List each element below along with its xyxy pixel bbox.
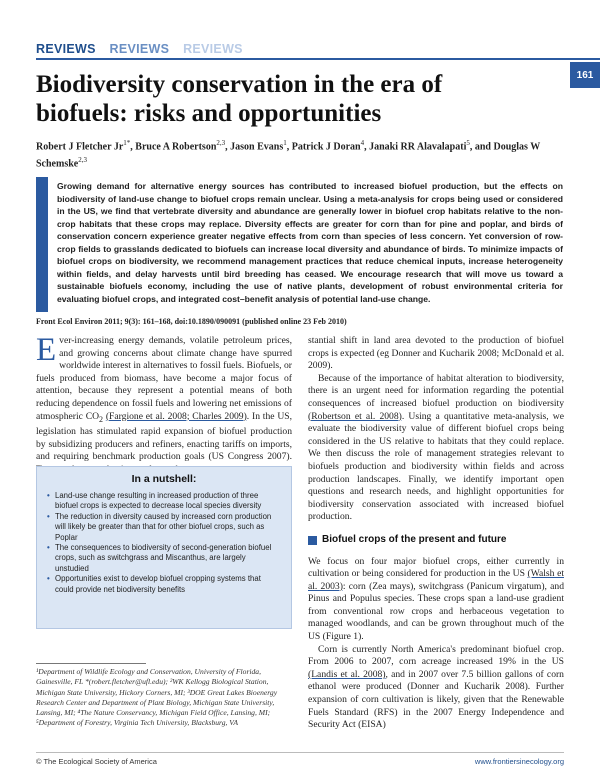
- author-affiliation: 1*: [123, 139, 131, 147]
- paragraph: stantial shift in land area devoted to the production of biofuel crops is expected (eg Donner and Kucharik 2008; McDonald et al. 2009).: [308, 335, 564, 372]
- author-name: , Jason Evans: [225, 141, 284, 153]
- author-affiliation: 2,3: [78, 155, 87, 164]
- body-column-left: [36, 332, 292, 476]
- paragraph-text: ver-increasing energy demands, volatile petroleum prices, and growing concerns about climate change have spurred worldwide interest in alternatives to fossil fuels. Biofuels, or fuels produced from biomass, have become a major focus of attention, because they represent a potential means of both reducing dependence on fossil fuels and lowering net emissions of atmospheric CO: [36, 335, 292, 422]
- section-label-secondary: REVIEWS: [109, 42, 170, 56]
- paragraph-text: Because of the importance of habitat alteration to biodiversity, there is an urgent need for information regarding the potential consequences of increased biofuel production on biodiversity: [308, 372, 564, 409]
- list-item: • The reduction in diversity caused by increased corn production will likely be greater than that for other biofuel crops, such as Poplar: [47, 512, 281, 543]
- paragraph-text: . In the US, legislation has stimulated rapid expansion of biofuel production by subsidizing producers and refiners, enacting tariffs on imports, and requiring benchmark production goals (US Congress 2007).: [36, 410, 292, 463]
- author-name: Robert J Fletcher Jr: [36, 141, 124, 153]
- paragraph: [308, 644, 564, 732]
- paragraph-text: , and in 2007 over 7.5 billion gallons of corn ethanol were produced (Donner and Kucharik 2008). Further expansion of corn cultivation is likely, given that the Renewable Fuels Standard (RFS) in the 2007 Energy Independence and Security Act (EISA): [308, 668, 564, 731]
- affiliation-footnotes: ¹Department of Wildlife Ecology and Conservation, University of Florida, Gainesville, FL *(robert.fletcher@ufl.edu); ²WK Kellogg Biological Station, Michigan State University, Hickory Corners, MI; ³DOE Great Lakes Bioenergy Research Center and Department of Plant Biology, Michigan State University, Lansing, MI; ⁴The Nature Conservancy, Michigan Field Office, Lansing, MI; ⁵Department of Forestry, Virginia Tech University, Blacksburg, VA: [36, 667, 278, 728]
- section-heading: [308, 534, 564, 547]
- body-column-right: [308, 335, 564, 732]
- footer-rule: [36, 752, 564, 753]
- article-title: Biodiversity conservation in the era of biofuels: risks and opportunities: [36, 71, 443, 127]
- paragraph: [308, 556, 564, 644]
- nutshell-list: [47, 491, 281, 595]
- section-label-tertiary: REVIEWS: [183, 42, 243, 56]
- paragraph-text: . Using a quantitative meta-analysis, we evaluate the biodiversity value of different biofuel crops being considered in the US relative to habitats that they could replace. We then discuss the role of management strategies relevant to biofuels production and biodiversity within fields and across production landscapes. Finally, we identify important open questions and research needs, and highlight opportunities for biodiversity conservation associated with increased biofuel production.: [308, 410, 564, 523]
- list-item: • Opportunities exist to develop biofuel cropping systems that could provide net biodiversity benefits: [47, 574, 281, 595]
- drop-cap: E: [36, 332, 57, 368]
- footnote-rule: [36, 663, 146, 664]
- author-affiliation: 1: [283, 139, 287, 147]
- author-name: , and Douglas W Schemske: [36, 141, 541, 170]
- section-label-primary: REVIEWS: [36, 42, 96, 56]
- author-affiliation: 4: [360, 139, 365, 147]
- list-item: • The consequences to biodiversity of second-generation biofuel crops, such as switchgrass and Miscanthus, are largely unstudied: [47, 543, 281, 574]
- footer-website-link[interactable]: www.frontiersinecology.org: [474, 757, 564, 766]
- paragraph-text: Corn is currently North America's predominant biofuel crop. From 2006 to 2007, corn acreage increased 19% in the US: [308, 643, 564, 668]
- paragraph: [36, 332, 292, 476]
- reference-link[interactable]: (Fargione et al. 2008; Charles 2009): [105, 410, 247, 422]
- author-name: , Bruce A Robertson: [130, 141, 217, 153]
- reference-link[interactable]: (Landis et al. 2008): [308, 668, 386, 680]
- abstract-accent-bar: [36, 177, 48, 312]
- square-bullet-icon: [308, 536, 317, 545]
- citation-line: Front Ecol Environ 2011; 9(3): 161–168, doi:10.1890/090091 (published online 23 Feb 2010): [36, 317, 347, 326]
- author-name: , Janaki RR Alavalapati: [364, 141, 467, 153]
- author-list: [36, 137, 546, 171]
- author-affiliation: 2,3: [216, 139, 226, 147]
- page-number-tab: 161: [570, 62, 600, 88]
- nutshell-title: In a nutshell:: [131, 473, 197, 485]
- subscript: 2: [99, 414, 104, 424]
- section-heading-text: Biofuel crops of the present and future: [322, 533, 507, 545]
- list-item: • Land-use change resulting in increased production of three biofuel crops is expected to decrease local species diversity: [47, 491, 281, 512]
- header-rule: [36, 58, 600, 60]
- nutshell-box: [36, 466, 292, 629]
- reference-link[interactable]: (Robertson et al. 2008): [308, 410, 402, 422]
- author-affiliation: 5: [466, 139, 470, 147]
- paragraph: [308, 373, 564, 524]
- abstract: Growing demand for alternative energy sources has contributed to increased biofuel production, but the effects on biodiversity of land-use change to biofuel crops remain unclear. Using a meta-analysis for crops being used or considered in the US, we find that vertebrate diversity and abundance are generally lower in biofuel crop habitats relative to the non-crop habitats that these crops may replace. Diversity effects are greater for corn than for pine and poplar, and birds of conservation concern experience greater negative effects from corn than species of less concern. Yet conversion of row-crop fields to grasslands dedicated to biofuels can increase local diversity and abundance of birds. To minimize impacts of biofuel crops on biodiversity, we recommend management practices that reduce chemical inputs, increase heterogeneity within fields, and delay harvests until bird breeding has ceased. We encourage research that will move us toward a sustainable biofuels economy, including the use of native plants, development of robust environmental criteria for evaluating biofuel crops, and integrated cost–benefit analysis of potential land-use change.: [57, 181, 563, 304]
- footer-copyright: © The Ecological Society of America: [36, 757, 157, 766]
- section-labels: [36, 42, 253, 56]
- paragraph-text: We focus on four major biofuel crops, either currently in cultivation or being considered for production in the US: [308, 555, 564, 580]
- author-name: , Patrick J Doran: [286, 141, 361, 153]
- reference-link[interactable]: (Walsh et al. 2003): [308, 568, 564, 592]
- paragraph-text: : corn (Zea mays), switchgrass (Panicum virgatum), and Pinus and Populus species. These crops span a land-use gradient from conventional row crops and herbaceous vegetation to managed woodlands, and can be grown throughout much of the US (Figure 1).: [308, 580, 564, 643]
